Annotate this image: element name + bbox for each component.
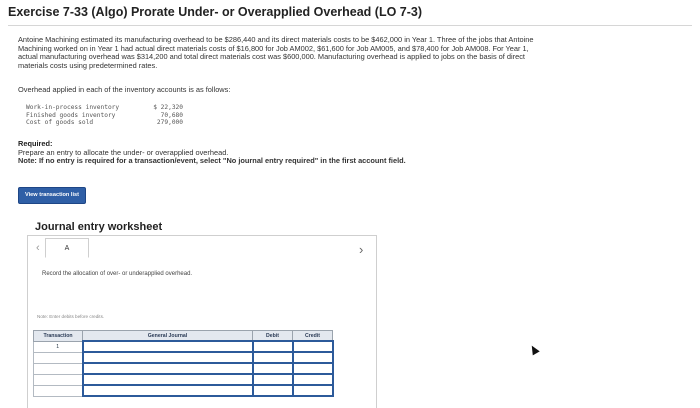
account-field[interactable]: [83, 374, 253, 385]
column-header-transaction: Transaction: [34, 331, 83, 342]
inventory-value: 279,000: [156, 119, 183, 126]
account-field[interactable]: [83, 341, 253, 352]
chevron-left-icon[interactable]: ‹: [36, 242, 40, 254]
table-row: [34, 374, 333, 385]
view-transaction-list-button[interactable]: View transaction list: [18, 187, 86, 204]
problem-text: Antoine Machining estimated its manufacturing overhead to be $286,440 and its direct materials costs to be $462,000 in Year 1. Three of the jobs that Antoine Machining worked on in Year 1 had actual direct materials costs of $16,800 for Job AM002, $61,600 for Job AM005, and $78,400 for Job AM008. For Year 1, actual manufacturing overhead was $314,200 and total direct materials cost was $600,000. Manufacturing overhead is applied to jobs on the basis of direct materials costs using predetermined rates.: [18, 35, 534, 70]
transaction-cell: [34, 363, 83, 374]
debit-field[interactable]: [253, 363, 293, 374]
column-header-debit: Debit: [253, 331, 293, 342]
inventory-label: Cost of goods sold: [26, 119, 94, 126]
account-field[interactable]: [83, 363, 253, 374]
required-heading: Required:: [18, 139, 53, 148]
inventory-value: $ 22,320: [153, 104, 183, 111]
table-row: [34, 341, 333, 352]
column-header-general-journal: General Journal: [83, 331, 253, 342]
table-row: [34, 363, 333, 374]
column-header-credit: Credit: [293, 331, 333, 342]
required-text: Prepare an entry to allocate the under- or overapplied overhead.: [18, 147, 229, 157]
chevron-right-icon[interactable]: ›: [359, 242, 364, 257]
required-note: Note: If no entry is required for a transaction/event, select "No journal entry required" in the first account field.: [18, 156, 406, 166]
credit-field[interactable]: [293, 341, 333, 352]
account-field[interactable]: [83, 385, 253, 396]
inventory-row: [26, 104, 183, 112]
mouse-cursor-icon: [528, 344, 539, 356]
transaction-cell: [34, 385, 83, 396]
inventory-value: 70,680: [160, 111, 183, 119]
table-row: [34, 385, 333, 396]
transaction-cell: [34, 352, 83, 363]
debit-field[interactable]: [253, 352, 293, 363]
journal-entry-table: [33, 330, 334, 397]
page-title: Exercise 7-33 (Algo) Prorate Under- or Overapplied Overhead (LO 7-3): [8, 5, 692, 26]
worksheet-note: Note: Enter debits before credits.: [37, 314, 105, 319]
inventory-table: [26, 104, 183, 127]
inventory-row: [26, 119, 183, 127]
tab-a[interactable]: A: [45, 238, 89, 258]
credit-field[interactable]: [293, 374, 333, 385]
debit-field[interactable]: [253, 385, 293, 396]
account-field[interactable]: [83, 352, 253, 363]
inventory-intro: Overhead applied in each of the inventory accounts is as follows:: [18, 85, 231, 94]
debit-field[interactable]: [253, 374, 293, 385]
worksheet-heading: Journal entry worksheet: [35, 221, 163, 233]
credit-field[interactable]: [293, 352, 333, 363]
transaction-cell: [34, 374, 83, 385]
inventory-label: Work-in-process inventory: [26, 104, 120, 111]
transaction-cell: 1: [34, 341, 83, 352]
required-section: [18, 140, 406, 166]
debit-field[interactable]: [253, 341, 293, 352]
inventory-row: [26, 112, 183, 120]
credit-field[interactable]: [293, 363, 333, 374]
credit-field[interactable]: [293, 385, 333, 396]
worksheet-instruction: Record the allocation of over- or underapplied overhead.: [42, 271, 193, 277]
inventory-label: Finished goods inventory: [26, 111, 116, 119]
table-row: [34, 352, 333, 363]
